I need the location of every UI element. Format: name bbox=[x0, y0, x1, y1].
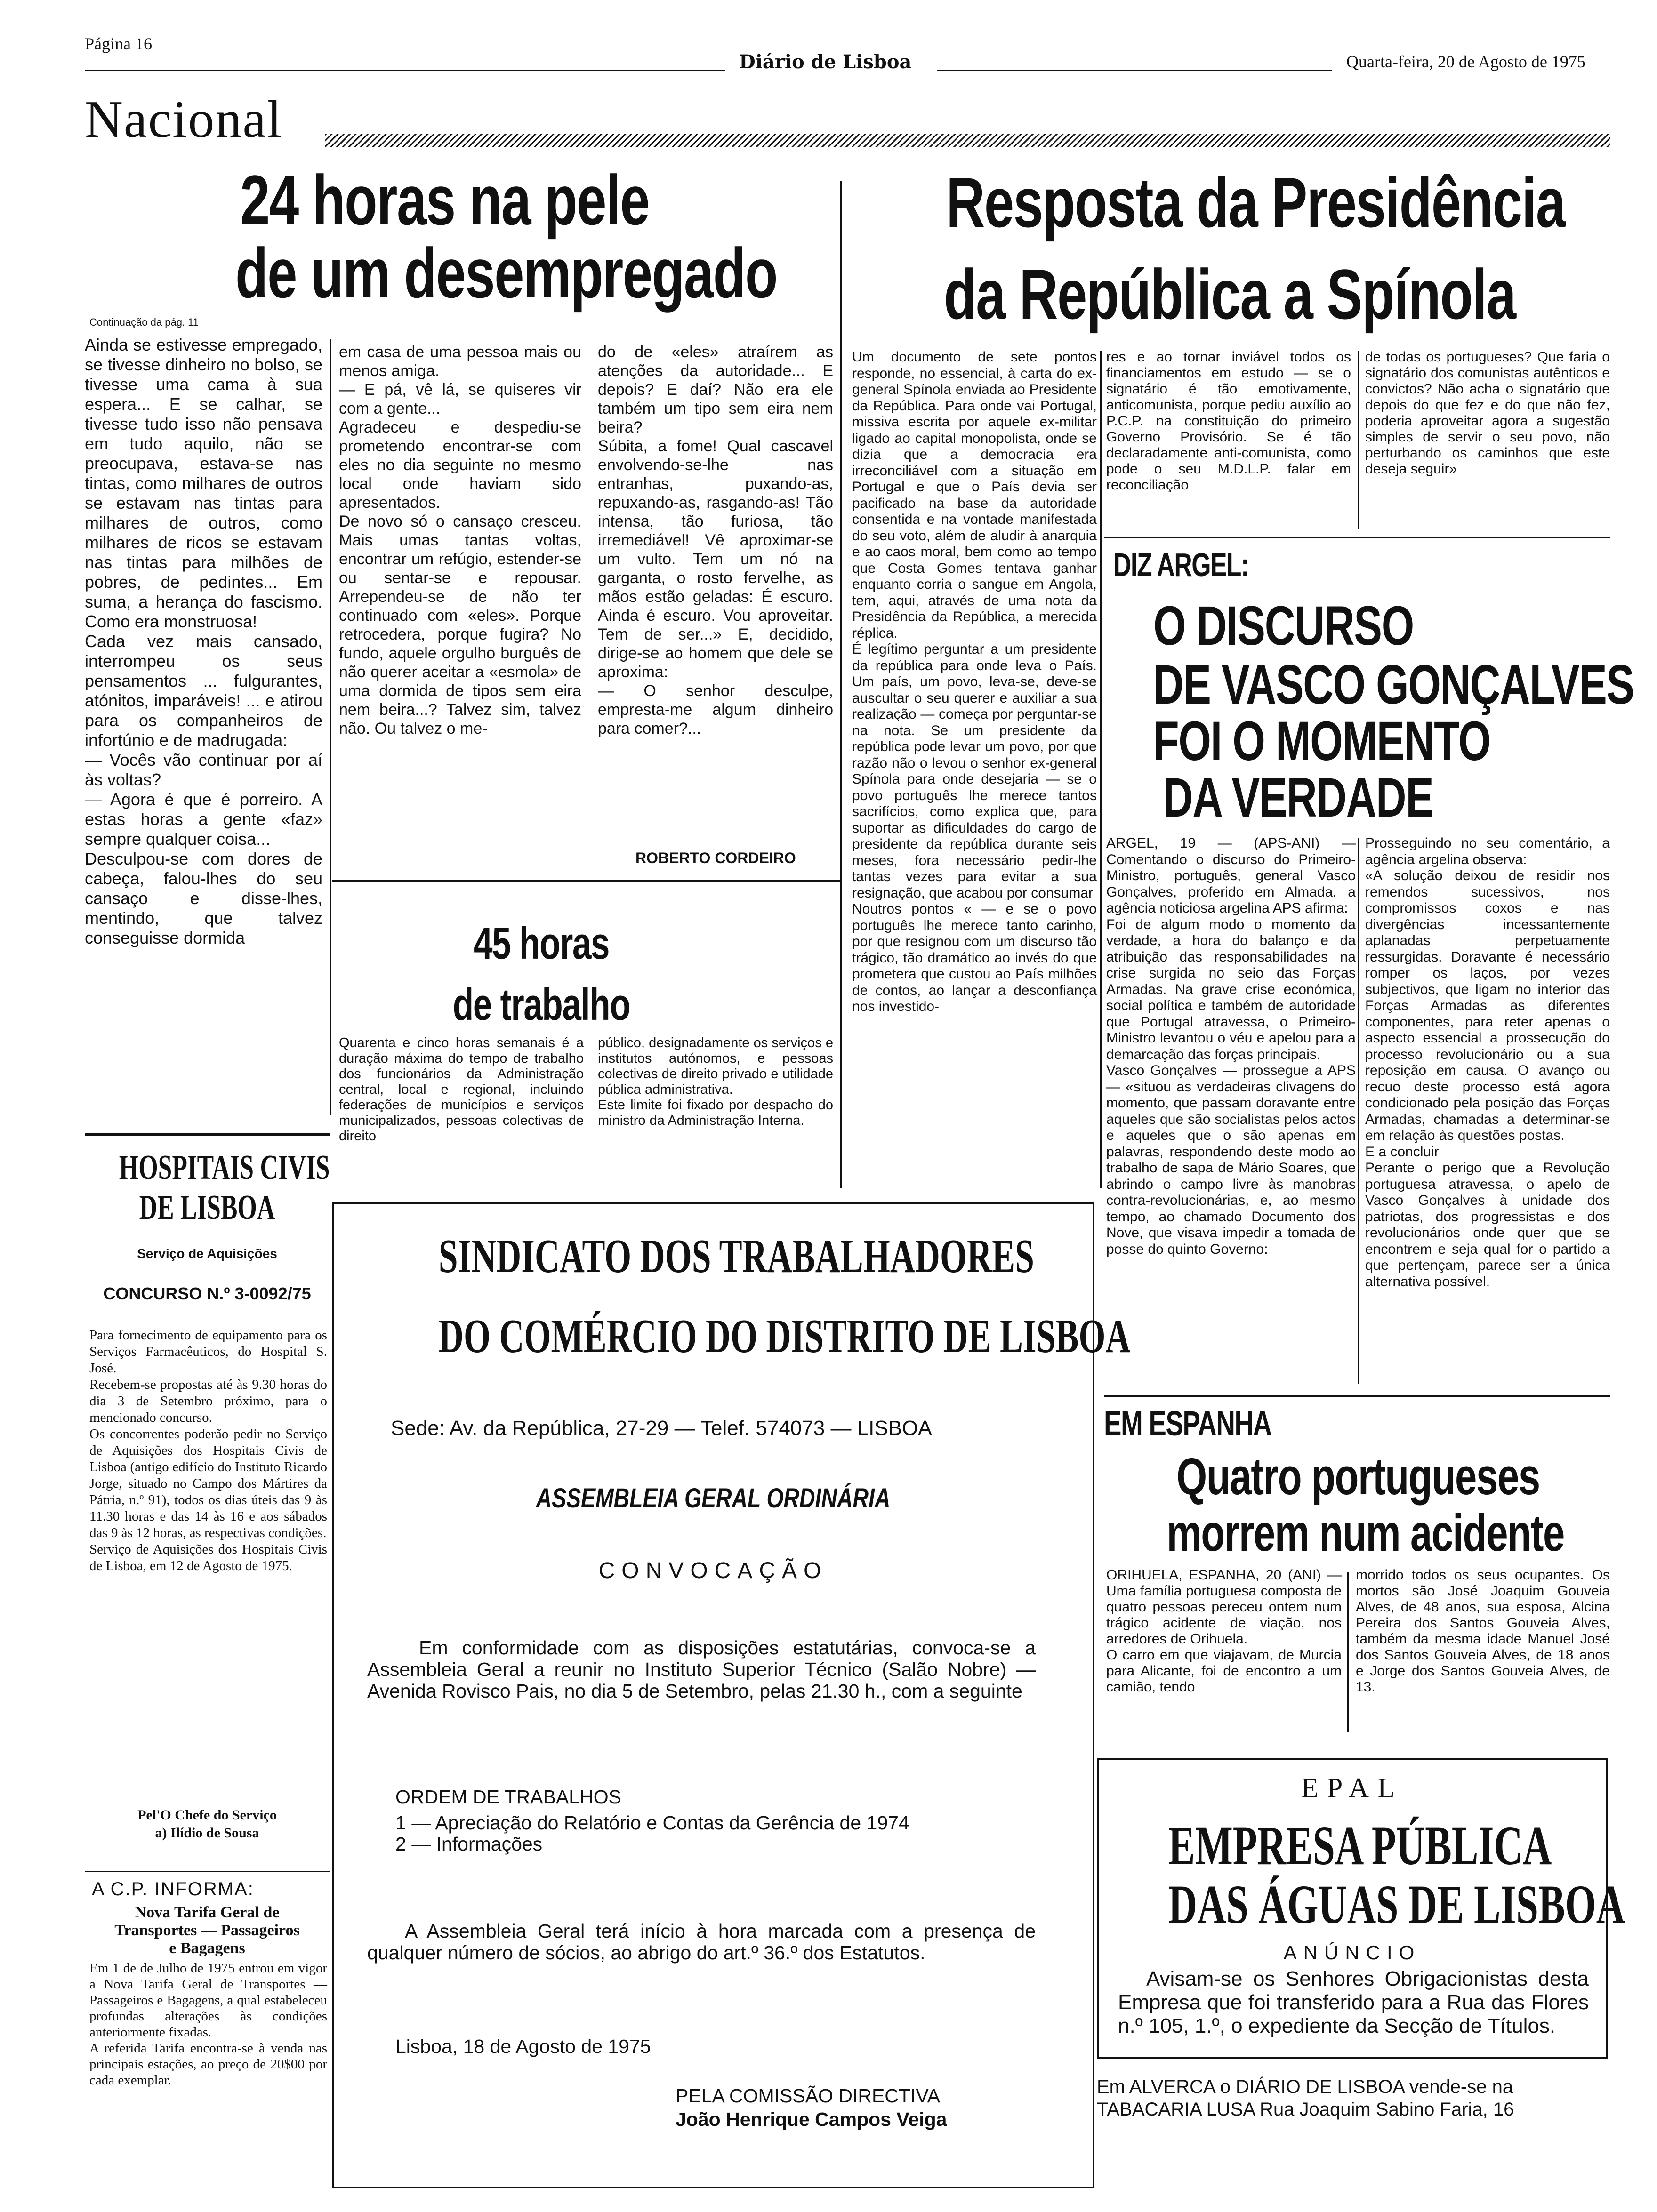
article3-headline-line2: da República a Spínola bbox=[944, 255, 1516, 334]
article3-column-3: de todas os portugueses? Que faria o signatário dos comunistas autênticos e convictos? Não acha o signatário que depois do que fez e do que não fez, poderia aproveitar agora a sugestão simples de servir o seu povo, não perturbando os caminhos que este deseja seguir» bbox=[1365, 349, 1610, 477]
epal-name-line1: EMPRESA PÚBLICA bbox=[1168, 1815, 1552, 1876]
column-rule bbox=[1100, 351, 1102, 1188]
cp-subtitle-1: Nova Tarifa Geral de bbox=[135, 1904, 280, 1921]
sindicato-note: A Assembleia Geral terá início à hora marcada com a presença de qualquer número de sócios, ao abrigo do art.º 36.º dos Estatutos. bbox=[367, 1920, 1036, 1964]
article3-headline-line1: Resposta da Presidência bbox=[946, 163, 1565, 242]
sindicato-agenda-item: 1 — Apreciação do Relatório e Contas da Gerência de 1974 bbox=[395, 1812, 909, 1834]
article1-author: ROBERTO CORDEIRO bbox=[635, 850, 796, 866]
hospitais-contest: CONCURSO N.º 3-0092/75 bbox=[103, 1284, 311, 1303]
column-rule bbox=[1347, 1572, 1349, 1732]
hospitais-title-line1: HOSPITAIS CIVIS bbox=[119, 1148, 330, 1187]
article4-headline-line2: DE VASCO GONÇALVES bbox=[1153, 654, 1634, 716]
article1-column-1: Ainda se estivesse empregado, se tivesse dinheiro no bolso, se tivesse uma cama à sua espera... E se calhar, se tivesse tudo isso não pensava em tudo aquilo, não se preocupava, estava-se nas tintas, como milhares de outros se estavam nas tintas para milhares de outros, como milhares de ricos se estavam nas tintas para milhões de pobres, de pedintes... Em suma, a herança do fascismo. Como era monstruosa! Cada vez mais cansado, interrompeu os seus pensamentos ... fulgurantes, atónitos, imparáveis! ... e atirou para os companheiros de infortúnio e de madrugada: — Vocês vão continuar por aí às voltas? — Agora é que é porreiro. A estas horas a gente «faz» sempre qualquer coisa... Desculpou-se com dores de cabeça, falou-lhes do seu cansaço e disse-lhes, mentindo, que talvez conseguisse dormida bbox=[85, 335, 322, 947]
ad-border-top bbox=[85, 1133, 330, 1135]
column-rule bbox=[1358, 351, 1359, 529]
article-divider bbox=[332, 880, 840, 882]
hospitais-service: Serviço de Aquisições bbox=[137, 1246, 277, 1261]
sindicato-body: Em conformidade com as disposições estatutárias, convoca-se a Assembleia Geral a reunir no Instituto Superior Técnico (Salão Nobre) — Avenida Rovisco Pais, no dia 5 de Setembro, pelas 21.30 h., com a seguinte bbox=[367, 1637, 1036, 1702]
article4-column-1: ARGEL, 19 — (APS-ANI) — Comentando o discurso do Primeiro-Ministro, português, general Vasco Gonçalves, proferido em Almada, a agência noticiosa argelina APS afirma: Foi de algum modo o momento da verdade, a hora do balanço e da atribuição das responsabilidades na crise surgida no seio das Forças Armadas. Na grave crise económica, social política e também de autoridade que Portugal atravessa, o Primeiro-Ministro levantou o véu e apelou para a demarcação das forças principais. Vasco Gonçalves — prossegue a APS — «situou as verdadeiras clivagens do momento, que passam doravante entre aqueles que são socialistas pelos actos e aqueles que o são apenas em palavras, respondendo deste modo ao trabalho de sapa de Mário Soares, que abrindo o campo livre às manobras contra-revolucionárias, e, ao mesmo tempo, ao chamado Documento dos Nove, que visava impedir a tomada de posse do quinto Governo: bbox=[1106, 835, 1356, 1257]
issue-date: Quarta-feira, 20 de Agosto de 1975 bbox=[1346, 52, 1585, 71]
hospitais-sign-1: Pel'O Chefe do Serviço bbox=[137, 1807, 277, 1823]
cp-body: Em 1 de de Julho de 1975 entrou em vigor a Nova Tarifa Geral de Transportes — Passageiros e Bagagens, a qual estabeleceu profundas alterações às condições anteriormente fixadas. A referida Tarifa encontra-se à venda nas principais estações, ao preço de 20$00 por cada exemplar. bbox=[89, 1961, 327, 2088]
hospitais-sign-2: a) Ilídio de Sousa bbox=[155, 1825, 259, 1841]
sindicato-assembly: ASSEMBLEIA GERAL ORDINÁRIA bbox=[536, 1483, 891, 1514]
article5-column-1: ORIHUELA, ESPANHA, 20 (ANI) — Uma família portuguesa composta de quatro pessoas pereceu ontem num trágico acidente de viação, nos arredores de Orihuela. O carro em que viajavam, de Murcia para Alicante, foi de encontro a um camião, tendo bbox=[1106, 1567, 1342, 1695]
article4-headline-line4: DA VERDADE bbox=[1163, 767, 1433, 829]
article4-headline-line3: FOI O MOMENTO bbox=[1153, 710, 1490, 772]
article2-headline-line1: 45 horas bbox=[474, 918, 609, 969]
section-title: Nacional bbox=[85, 90, 283, 149]
article-divider bbox=[1104, 537, 1610, 538]
sindicato-agenda-title: ORDEM DE TRABALHOS bbox=[395, 1786, 621, 1808]
sindicato-sign-2: João Henrique Campos Veiga bbox=[676, 2108, 947, 2130]
article5-column-2: morrido todos os seus ocupantes. Os mortos são José Joaquim Gouveia Alves, de 48 anos, sua esposa, Alcina Pereira dos Santos Gouveia Alves, também da mesma idade Manuel José dos Santos Gouveia Alves, de 18 anos e Jorge dos Santos Gouveia Alves, de 13. bbox=[1356, 1567, 1610, 1695]
page-number: Página 16 bbox=[85, 34, 152, 53]
article2-column-2: público, designadamente os serviços e institutos autónomos, e pessoas colectivas de direito privado e utilidade pública administrativa. Este limite foi fixado por despacho do ministro da Administração Interna. bbox=[598, 1035, 833, 1128]
cp-subtitle-3: e Bagagens bbox=[169, 1940, 245, 1957]
article1-headline-line2: de um desempregado bbox=[235, 233, 777, 313]
sindicato-address: Sede: Av. da República, 27-29 — Telef. 574073 — LISBOA bbox=[391, 1417, 932, 1440]
article4-column-2: Prosseguindo no seu comentário, a agência argelina observa: «A solução deixou de residir nos remendos sucessivos, nos compromissos coxos e nas divergências incessantemente aplanadas perpetuamente ressurgidas. Doravante é necessário romper os laços, por vezes subjectivos, que ligam no interior das Forças Armadas as diferentes componentes, para reter apenas o aspecto essencial a prossecução do processo revolucionário ou a sua reposição em causa. O avanço ou recuo deste processo está agora condicionado pela posição das Forças Armadas, chamadas a determinar-se em relação às questões postas. E a concluir Perante o perigo que a Revolução portuguesa atravessa, o apelo de Vasco Gonçalves à unidade dos patriotas, dos progressistas e dos revolucionários onde quer que se encontrem e seja qual for o partido a que pertençam, parece ser a única alternativa possível. bbox=[1365, 835, 1610, 1290]
header-rule-left bbox=[85, 70, 725, 71]
article-divider bbox=[1104, 1395, 1610, 1397]
sindicato-agenda-item: 2 — Informações bbox=[395, 1833, 543, 1855]
article1-column-3: do de «eles» atraírem as atenções da autoridade... E depois? E daí? Não era ele também um tipo sem eira nem beira? Súbita, a fome! Qual cascavel envolvendo-se-lhe nas entranhas, puxando-as, repuxando-as, rasgando-as! Tão intensa, tão furiosa, tão irremediável! Vê aproximar-se um vulto. Tem um nó na garganta, o rosto fervelhe, as mãos estão geladas: É escuro. Ainda é escuro. Vou aproveitar. Tem de ser...» E, decidido, dirige-se ao homem que dele se aproxima: — O senhor desculpe, empresta-me algum dinheiro para comer?... bbox=[598, 343, 833, 737]
epal-anuncio: ANÚNCIO bbox=[1283, 1941, 1421, 1964]
continuation-note: Continuação da pág. 11 bbox=[89, 316, 199, 328]
sindicato-title-line2: DO COMÉRCIO DO DISTRITO DE LISBOA bbox=[438, 1310, 1131, 1363]
cp-title: A C.P. INFORMA: bbox=[92, 1879, 254, 1899]
hospitais-title-line2: DE LISBOA bbox=[139, 1188, 275, 1227]
column-rule bbox=[1358, 838, 1359, 1384]
masthead: Diário de Lisboa bbox=[739, 51, 912, 73]
epal-name-line2: DAS ÁGUAS DE LISBOA bbox=[1168, 1874, 1625, 1935]
article3-column-1: Um documento de sete pontos responde, no essencial, à carta do ex-general Spínola enviada ao Presidente da República. Para onde vai Portugal, missiva escrita por aquele ex-militar ligado ao capital monopolista, onde se dizia que a democracia era irreconciliável com a situação em Portugal e que o País devia ser pacificado na base da autoridade consentida e na vontade manifestada do seu voto, além de aludir à anarquia e ao caos moral, bem como ao tempo que Costa Gomes tentava ganhar enquanto corria o sangue em Angola, tem, aqui, através de uma nota da Presidência da República, a merecida réplica. É legítimo perguntar a um presidente da república para onde leva o País. Um país, um povo, leva-se, deve-se auscultar o seu querer e auxiliar a sua realização — começa por perguntar-se na nota. Se um presidente da república pode levar um povo, por que razão não o levou o senhor ex-general Spínola para onde desejaria — se o povo português lhe merece tantos sacrifícios, como explica que, para suportar as dificuldades do cargo de presidente da república durante seis meses, fora necessário pedir-lhe tantas vezes para evitar a sua resignação, que acabou por consumar Noutros pontos « — e se o povo português lhe merece tanto carinho, por que resignou com um discurso tão trágico, tão dramático ao invés do que prometera que custou ao País milhões de contos, ao lançar a desconfiança nos investido- bbox=[852, 349, 1097, 1014]
article3-column-2: res e ao tornar inviável todos os financiamentos em estudo — se o signatário é tão emotivamente, anticomunista, porque pediu auxílio ao P.C.P. na constituição do primeiro Governo Provisório. Se é tão declaradamente anti-comunista, como pode o seu M.D.L.P. falar em reconciliação bbox=[1106, 349, 1351, 493]
article5-kicker: EM ESPANHA bbox=[1104, 1404, 1271, 1443]
footer-sales-note: Em ALVERCA o DIÁRIO DE LISBOA vende-se na TABACARIA LUSA Rua Joaquim Sabino Faria, 16 bbox=[1097, 2076, 1514, 2120]
sindicato-date: Lisboa, 18 de Agosto de 1975 bbox=[395, 2036, 651, 2057]
hospitais-body: Para fornecimento de equipamento para os Serviços Farmacêuticos, do Hospital S. José. Recebem-se propostas até às 9.30 horas do dia 3 de Setembro próximo, para o mencionado concurso. Os concorrentes poderão pedir no Serviço de Aquisições dos Hospitais Civis de Lisboa (antigo edifício do Instituto Ricardo Jorge, situado no Campo dos Mártires da Pátria, n.º 91), todos os dias úteis das 9 às 11.30 horas e das 14 às 16 e aos sábados das 9 às 12 horas, as respectivas condições. Serviço de Aquisições dos Hospitais Civis de Lisboa, em 12 de Agosto de 1975. bbox=[89, 1328, 327, 1573]
article1-headline-line1: 24 horas na pele bbox=[240, 160, 650, 240]
sindicato-sign-1: PELA COMISSÃO DIRECTIVA bbox=[676, 2085, 940, 2107]
epal-body: Avisam-se os Senhores Obrigacionistas desta Empresa que foi transferido para a Rua das Flores n.º 105, 1.º, o expediente da Secção de Títulos. bbox=[1118, 1967, 1589, 2037]
header-rule-right bbox=[937, 70, 1332, 71]
ad-border bbox=[85, 1871, 330, 1872]
article4-kicker: DIZ ARGEL: bbox=[1113, 546, 1249, 583]
article2-column-1: Quarenta e cinco horas semanais é a duração máxima do tempo de trabalho dos funcionários da Administração central, local e regional, incluindo federações de municípios e serviços municipalizados, pessoas colectivas de direito bbox=[339, 1035, 584, 1144]
article5-headline-line1: Quatro portugueses bbox=[1176, 1448, 1540, 1506]
cp-subtitle-2: Transportes — Passageiros bbox=[114, 1922, 300, 1939]
column-rule bbox=[840, 181, 842, 1188]
epal-title: EPAL bbox=[1301, 1772, 1403, 1803]
sindicato-convocacao: CONVOCAÇÃO bbox=[598, 1558, 828, 1583]
column-rule bbox=[330, 339, 331, 1115]
sindicato-title-line1: SINDICATO DOS TRABALHADORES bbox=[438, 1230, 1034, 1283]
article4-headline-line1: O DISCURSO bbox=[1153, 595, 1414, 657]
section-hatch-rule bbox=[325, 134, 1610, 147]
article2-headline-line2: de trabalho bbox=[452, 979, 630, 1030]
article1-column-2: em casa de uma pessoa mais ou menos amiga. — E pá, vê lá, se quiseres vir com a gente... Agradeceu e despediu-se prometendo encontrar-se com eles no dia seguinte no mesmo local onde haviam sido apresentados. De novo só o cansaço cresceu. Mais umas tantas voltas, encontrar um refúgio, estender-se ou sentar-se e repousar. Arrependeu-se de não ter continuado com «eles». Porque retrocedera, porque fugira? No fundo, aquele orgulho burguês de não querer aceitar a «esmola» de uma dormida de tipos sem eira nem beira...? Talvez sim, talvez não. Ou talvez o me- bbox=[339, 343, 581, 737]
article5-headline-line2: morrem num acidente bbox=[1166, 1504, 1564, 1562]
